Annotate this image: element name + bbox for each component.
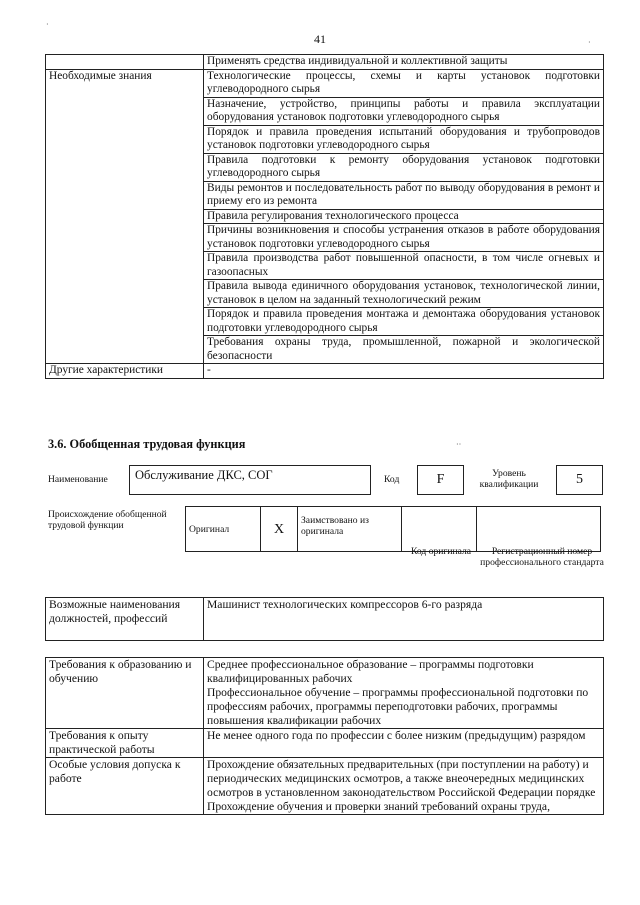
caption-reg: Регистрационный номер профессионального стандарта [480,546,604,568]
knowledge-item: Правила производства работ повышенной опасности, в том числе огневых и газоопасных [204,252,604,280]
positions-label: Возможные наименования должностей, профессий [46,598,204,641]
knowledge-item: Правила вывода единичного оборудования установок, технологической линии, установок в целом на заданный технологический режим [204,280,604,308]
borrowed-label: Заимствовано из оригинала [298,507,402,552]
original-mark: X [261,507,298,552]
knowledge-label: Необходимые знания [46,69,204,364]
scan-speck: ·· [456,440,462,449]
experience-label: Требования к опыту практической работы [46,729,204,758]
other-label: Другие характеристики [46,364,204,379]
positions-table [45,597,604,641]
knowledge-item: Назначение, устройство, принципы работы и правила эксплуатации оборудования установок подготовки углеводородного сырья [204,97,604,125]
level-value: 5 [556,465,603,495]
other-value: - [204,364,604,379]
experience-value: Не менее одного года по профессии с более низким (предыдущим) разрядом [204,729,604,758]
special-label: Особые условия допуска к работе [46,758,204,815]
knowledge-item: Порядок и правила проведения испытаний оборудования и трубопроводов установок подготовки углеводородного сырья [204,125,604,153]
requirements-table [45,657,604,815]
code-original-cell [402,507,477,552]
positions-value: Машинист технологических компрессоров 6-го разряда [204,598,604,641]
reg-number-cell [477,507,601,552]
special-item: Прохождение обязательных предварительных (при поступлении на работу) и периодических медицинских осмотров, а также внеочередных медицинских осмотров в установленном законодательством Российской Федерации порядке [207,758,596,799]
scan-speck: · [588,38,591,47]
knowledge-item: Виды ремонтов и последовательность работ по выводу оборудования в ремонт и приему его из ремонта [204,181,604,209]
knowledge-item: Причины возникновения и способы устранения отказов в работе оборудования установок подготовки углеводородного сырья [204,224,604,252]
caption-code: Код оригинала [410,546,472,557]
special-item: Прохождение обучения и проверки знаний требований охраны труда, [207,800,550,813]
code-value: F [417,465,464,495]
knowledge-item: Требования охраны труда, промышленной, пожарной и экологической безопасности [204,336,604,364]
section-title: 3.6. Обобщенная трудовая функция [48,437,246,451]
page-number: 41 [314,32,326,46]
education-cell [204,658,604,729]
knowledge-item: Технологические процессы, схемы и карты установок подготовки углеводородного сырья [204,69,604,97]
name-value: Обслуживание ДКС, СОГ [129,465,371,495]
scan-speck: · [46,20,49,29]
special-cell [204,758,604,815]
education-item: Профессиональное обучение – программы профессиональной подготовки по профессиям рабочих, программы переподготовки рабочих, программы повышения квалификации рабочих [207,686,589,727]
skill-cell: Применять средства индивидуальной и коллективной защиты [204,55,604,70]
knowledge-table [45,54,604,379]
knowledge-item: Порядок и правила проведения монтажа и демонтажа оборудования установок подготовки углеводородного сырья [204,308,604,336]
knowledge-item: Правила регулирования технологического процесса [204,209,604,224]
code-label: Код [384,474,400,485]
name-label: Наименование [48,474,108,485]
original-label: Оригинал [186,507,261,552]
empty-cell [46,55,204,70]
education-item: Среднее профессиональное образование – программы подготовки квалифицированных рабочих [207,658,534,685]
knowledge-item: Правила подготовки к ремонту оборудования установок подготовки углеводородного сырья [204,153,604,181]
origin-label: Происхождение обобщенной трудовой функции [48,509,167,531]
level-label: Уровень квалификации [479,468,539,490]
education-label: Требования к образованию и обучению [46,658,204,729]
